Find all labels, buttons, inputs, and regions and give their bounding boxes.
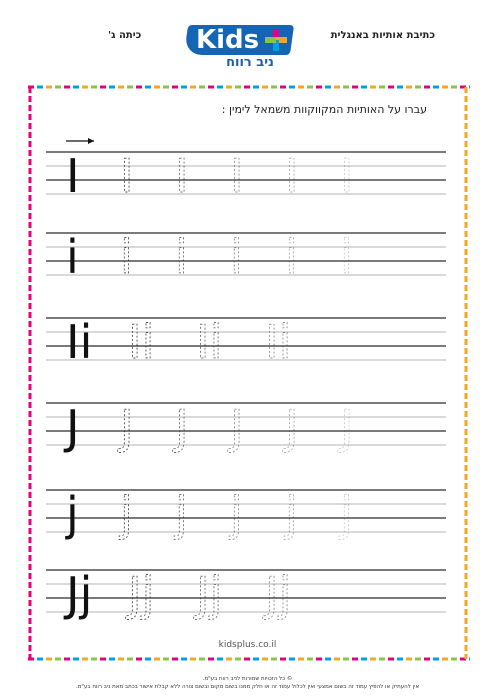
trace-letter: i — [340, 230, 353, 284]
footer-notice: אין להעתיק או להפיץ עמוד זה בשום אמצעי ואין לכלול עמוד זה או חלק ממנו בשום מקום ובשום צורה ללא קבלת אישור בכתב מאת ניב רווח בע"מ. — [75, 684, 420, 690]
trace-letter: J — [230, 400, 244, 454]
model-letter: Ii — [66, 315, 93, 369]
trace-letter: Ii — [196, 315, 223, 369]
trace-letter: Jj — [128, 567, 155, 621]
trace-letter: I — [340, 149, 354, 203]
model-letter: Jj — [66, 567, 93, 621]
trace-letter: j — [285, 487, 298, 541]
model-letter: i — [66, 230, 79, 284]
trace-letter: I — [230, 149, 244, 203]
trace-letter: J — [285, 400, 299, 454]
trace-letter: J — [120, 400, 134, 454]
model-letter: j — [66, 487, 79, 541]
footer-url: kidsplus.co.il — [218, 640, 277, 650]
logo-subtitle: ניב רווח — [226, 55, 274, 70]
trace-letter: j — [340, 487, 353, 541]
trace-letter: Ii — [128, 315, 155, 369]
arrow-head-icon — [88, 138, 94, 144]
trace-letter: j — [120, 487, 133, 541]
trace-letter: Ii — [265, 315, 292, 369]
instructions-text: עברו על האותיות המקווקוות משמאל לימין : — [221, 103, 427, 116]
trace-letter: J — [175, 400, 189, 454]
footer-copyright: © כל הזכויות שמורות לניב רווח בע"מ. — [202, 676, 293, 682]
logo-brand-text: Kids — [196, 25, 260, 55]
worksheet-title: כתיבת אותיות באנגלית — [330, 30, 435, 41]
model-letter: J — [66, 400, 80, 454]
model-letter: I — [66, 149, 80, 203]
trace-letter: I — [120, 149, 134, 203]
trace-letter: J — [340, 400, 354, 454]
trace-letter: i — [175, 230, 188, 284]
trace-letter: i — [120, 230, 133, 284]
trace-letter: I — [285, 149, 299, 203]
trace-letter: Jj — [265, 567, 292, 621]
grade-label: כיתה ג' — [108, 30, 142, 41]
trace-letter: Jj — [196, 567, 223, 621]
trace-letter: j — [175, 487, 188, 541]
trace-letter: i — [285, 230, 298, 284]
trace-letter: j — [230, 487, 243, 541]
trace-letter: I — [175, 149, 189, 203]
trace-letter: i — [230, 230, 243, 284]
